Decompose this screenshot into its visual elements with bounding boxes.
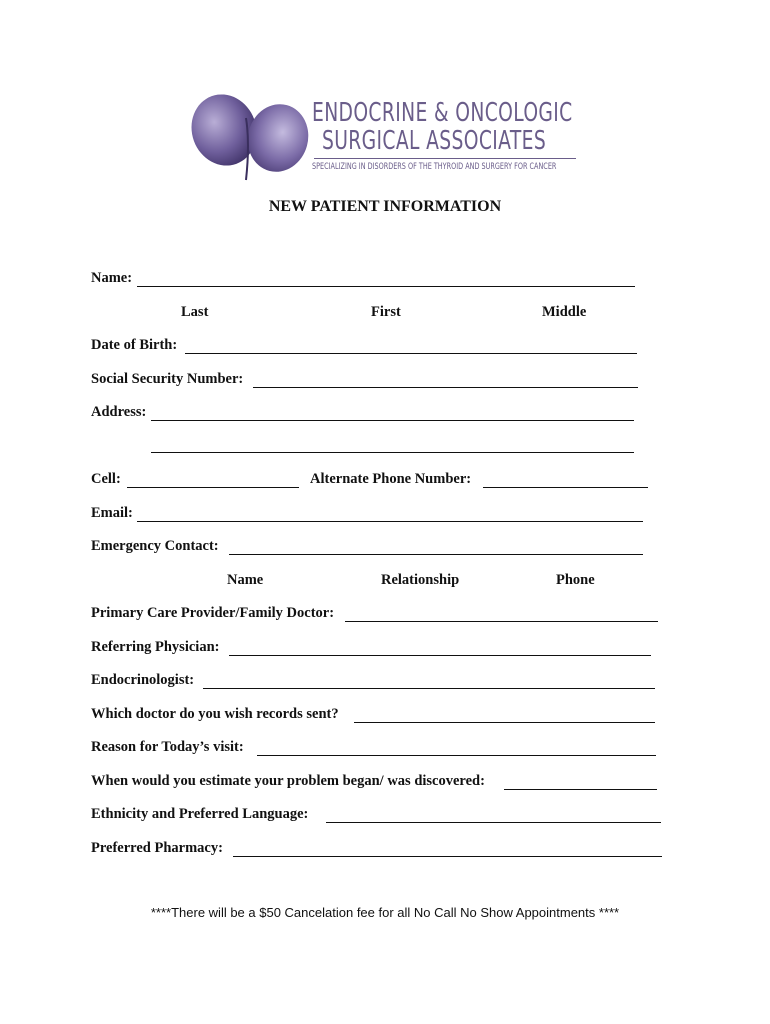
ssn-label: Social Security Number:: [91, 371, 244, 387]
dob-row: [91, 337, 651, 357]
reason-row: [91, 739, 661, 759]
name-field[interactable]: [137, 286, 635, 287]
emergency-name-label: Name: [227, 572, 264, 588]
phone-row: [91, 471, 651, 491]
cancellation-notice: ****There will be a $50 Cancelation fee for all No Call No Show Appointments ****: [150, 905, 620, 920]
dob-label: Date of Birth:: [91, 337, 178, 353]
endocrinologist-label: Endocrinologist:: [91, 672, 195, 688]
pharmacy-row: [91, 840, 666, 860]
referring-label: Referring Physician:: [91, 639, 220, 655]
records-row: [91, 706, 661, 726]
alt-phone-field[interactable]: [483, 487, 648, 488]
ethnicity-row: [91, 806, 666, 826]
form-title: NEW PATIENT INFORMATION: [268, 198, 502, 215]
pharmacy-field[interactable]: [233, 856, 662, 857]
butterfly-logo-icon: [186, 88, 316, 188]
reason-label: Reason for Today’s visit:: [91, 739, 244, 755]
endocrinologist-row: [91, 672, 661, 692]
records-label: Which doctor do you wish records sent?: [91, 706, 339, 722]
name-middle-label: Middle: [542, 304, 587, 320]
problem-began-label: When would you estimate your problem began/ was discovered:: [91, 773, 485, 789]
address-field-line-2[interactable]: [151, 452, 634, 453]
emergency-field[interactable]: [229, 554, 643, 555]
ethnicity-label: Ethnicity and Preferred Language:: [91, 806, 309, 822]
email-label: Email:: [91, 505, 133, 521]
logo-tagline: SPECIALIZING IN DISORDERS OF THE THYROID AND SURGERY FOR CANCER: [312, 162, 557, 172]
logo-line-2: SURGICAL ASSOCIATES: [322, 126, 547, 156]
email-field[interactable]: [137, 521, 643, 522]
ssn-field[interactable]: [253, 387, 638, 388]
ssn-row: [91, 371, 651, 391]
cell-label: Cell:: [91, 471, 121, 487]
pharmacy-label: Preferred Pharmacy:: [91, 840, 223, 856]
problem-began-row: [91, 773, 661, 793]
name-row: [91, 270, 651, 290]
address-row: [91, 404, 651, 424]
records-field[interactable]: [354, 722, 655, 723]
name-first-label: First: [371, 304, 401, 320]
pcp-row: [91, 605, 661, 625]
email-row: [91, 505, 651, 525]
dob-field[interactable]: [185, 353, 637, 354]
pcp-field[interactable]: [345, 621, 658, 622]
address-field-line-1[interactable]: [151, 420, 634, 421]
emergency-label: Emergency Contact:: [91, 538, 219, 554]
practice-logo: [186, 88, 586, 188]
alt-phone-label: Alternate Phone Number:: [310, 471, 472, 487]
problem-began-field[interactable]: [504, 789, 657, 790]
name-last-label: Last: [181, 304, 209, 320]
endocrinologist-field[interactable]: [203, 688, 655, 689]
logo-rule: [314, 158, 576, 159]
cell-field[interactable]: [127, 487, 299, 488]
emergency-phone-label: Phone: [556, 572, 595, 588]
pcp-label: Primary Care Provider/Family Doctor:: [91, 605, 335, 621]
logo-line-1: ENDOCRINE & ONCOLOGIC: [312, 98, 573, 128]
ethnicity-field[interactable]: [326, 822, 661, 823]
address-label: Address:: [91, 404, 147, 420]
emergency-row: [91, 538, 651, 558]
referring-row: [91, 639, 661, 659]
reason-field[interactable]: [257, 755, 656, 756]
name-label: Name:: [91, 270, 133, 286]
referring-field[interactable]: [229, 655, 651, 656]
emergency-relationship-label: Relationship: [381, 572, 460, 588]
